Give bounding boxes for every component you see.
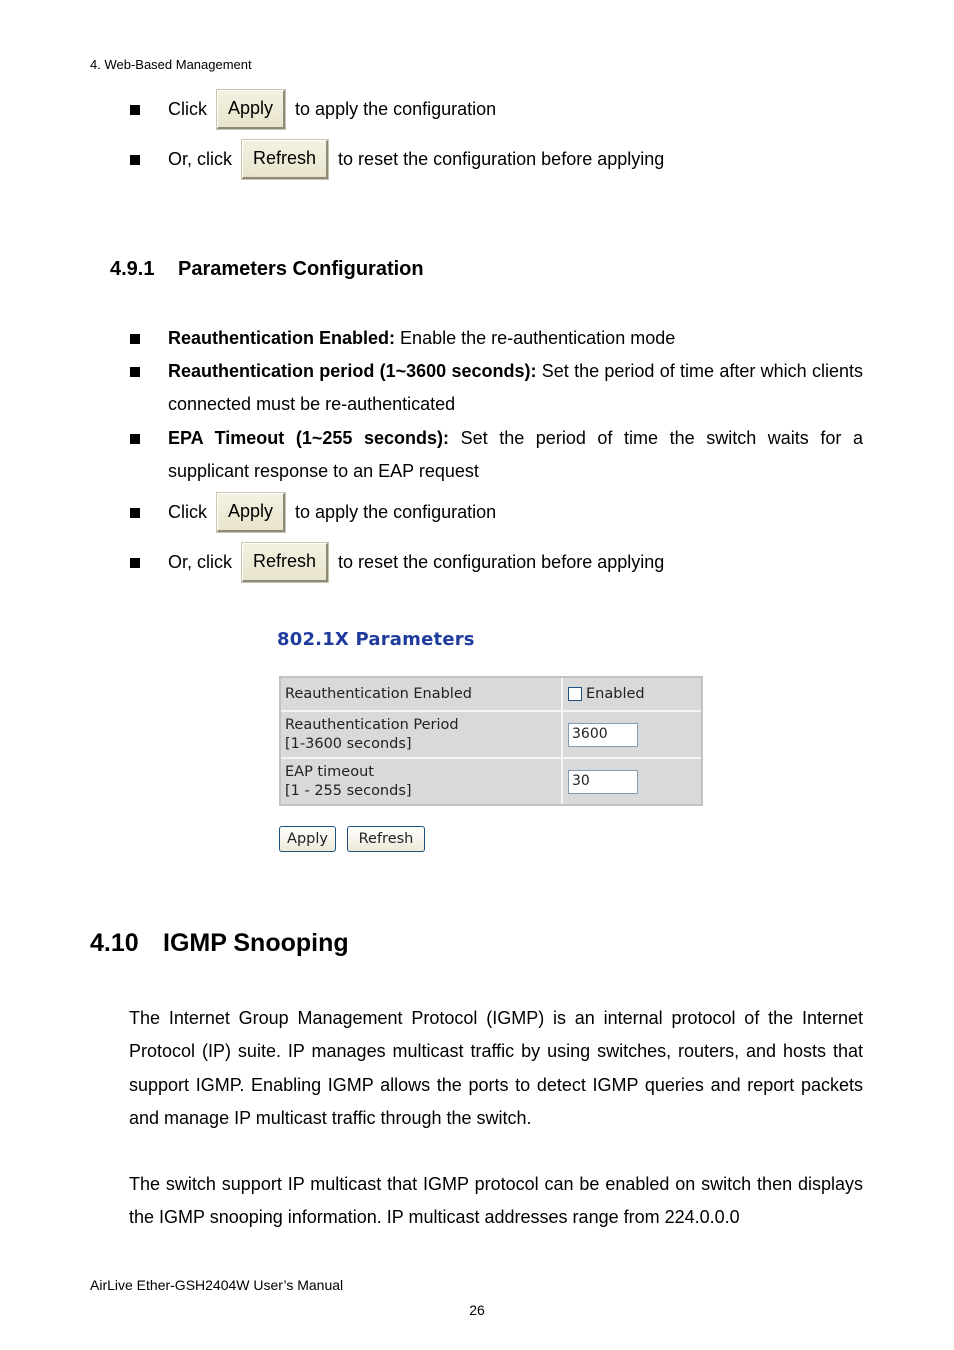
section-title: IGMP Snooping [163, 929, 349, 957]
param-term: EPA Timeout (1~255 seconds): [168, 428, 449, 448]
bullet-square-icon [130, 155, 140, 165]
bullet-refresh [130, 543, 664, 582]
table-row [281, 678, 701, 712]
bullet-post-text: to reset the configuration before applying [338, 552, 665, 572]
section-number: 4.10 [90, 929, 139, 957]
bullet-square-icon [130, 367, 140, 377]
bullet-square-icon [130, 508, 140, 518]
row-label-line2: [1-3600 seconds] [285, 736, 412, 752]
reauth-enabled-checkbox[interactable] [568, 687, 582, 701]
refresh-button-image: Refresh [242, 543, 328, 582]
param-desc: Set the period of time the switch waits for a supplicant response to an EAP request [168, 428, 863, 481]
param-item [130, 355, 863, 421]
section-number: 4.9.1 [110, 258, 155, 280]
reauth-period-cell [563, 712, 701, 757]
row-label [281, 712, 563, 757]
param-desc: Set the period of time after which clients connected must be re-authenticated [168, 361, 863, 414]
paragraph: The switch support IP multicast that IGMP protocol can be enabled on switch then displays the IGMP snooping information. IP multicast addresses range from 224.0.0.0 [129, 1174, 863, 1228]
row-label-line1: EAP timeout [285, 764, 374, 780]
param-item [130, 322, 863, 355]
page-number: 26 [469, 1302, 485, 1318]
param-item [130, 422, 863, 488]
bullet-square-icon [130, 434, 140, 444]
bullet-post-text: to apply the configuration [295, 99, 497, 119]
eap-timeout-input[interactable]: 30 [568, 770, 638, 794]
row-label-line2: [1 - 255 seconds] [285, 783, 412, 799]
bullet-square-icon [130, 558, 140, 568]
param-term: Reauthentication period (1~3600 seconds): [168, 361, 537, 381]
param-desc: Enable the re-authentication mode [400, 328, 676, 348]
apply-button[interactable]: Apply [279, 826, 336, 852]
bullet-pre-text: Or, click [168, 552, 233, 572]
refresh-button[interactable]: Refresh [347, 826, 425, 852]
table-row [281, 712, 701, 759]
bullet-refresh [130, 140, 664, 179]
eap-timeout-cell [563, 759, 701, 804]
bullet-apply [130, 90, 496, 129]
section-heading-4-9-1 [110, 258, 424, 281]
param-term: Reauthentication Enabled: [168, 328, 396, 348]
bullet-apply [130, 493, 496, 532]
bullet-square-icon [130, 334, 140, 344]
row-label-line1: Reauthentication Period [285, 717, 459, 733]
bullet-post-text: to apply the configuration [295, 502, 497, 522]
paragraph: The Internet Group Management Protocol (IGMP) is an internal protocol of the Internet Protocol (IP) suite. IP manages multicast traffic by using switches, routers, and hosts that support IGMP. Enabling IGMP allows the ports to detect IGMP queries and report packets and manage IP multicast traffic through the switch. [129, 1008, 863, 1128]
table-row [281, 759, 701, 804]
bullet-post-text: to reset the configuration before applying [338, 149, 665, 169]
bullet-square-icon [130, 105, 140, 115]
chapter-header: 4. Web-Based Management [90, 57, 252, 72]
apply-button-image: Apply [217, 90, 285, 129]
row-label [281, 759, 563, 804]
bullet-pre-text: Click [168, 502, 207, 522]
reauth-period-input[interactable]: 3600 [568, 723, 638, 747]
bullet-pre-text: Click [168, 99, 207, 119]
footer-manual-title: AirLive Ether-GSH2404W User’s Manual [90, 1277, 344, 1293]
checkbox-label: Enabled [586, 686, 645, 702]
reauth-enabled-cell [563, 678, 701, 710]
row-label: Reauthentication Enabled [281, 678, 563, 710]
section-heading-4-10 [90, 929, 349, 958]
panel-title: 802.1X Parameters [277, 629, 475, 650]
apply-button-image: Apply [217, 493, 285, 532]
section-title: Parameters Configuration [178, 258, 424, 280]
parameters-table [279, 676, 703, 806]
refresh-button-image: Refresh [242, 140, 328, 179]
bullet-pre-text: Or, click [168, 149, 233, 169]
